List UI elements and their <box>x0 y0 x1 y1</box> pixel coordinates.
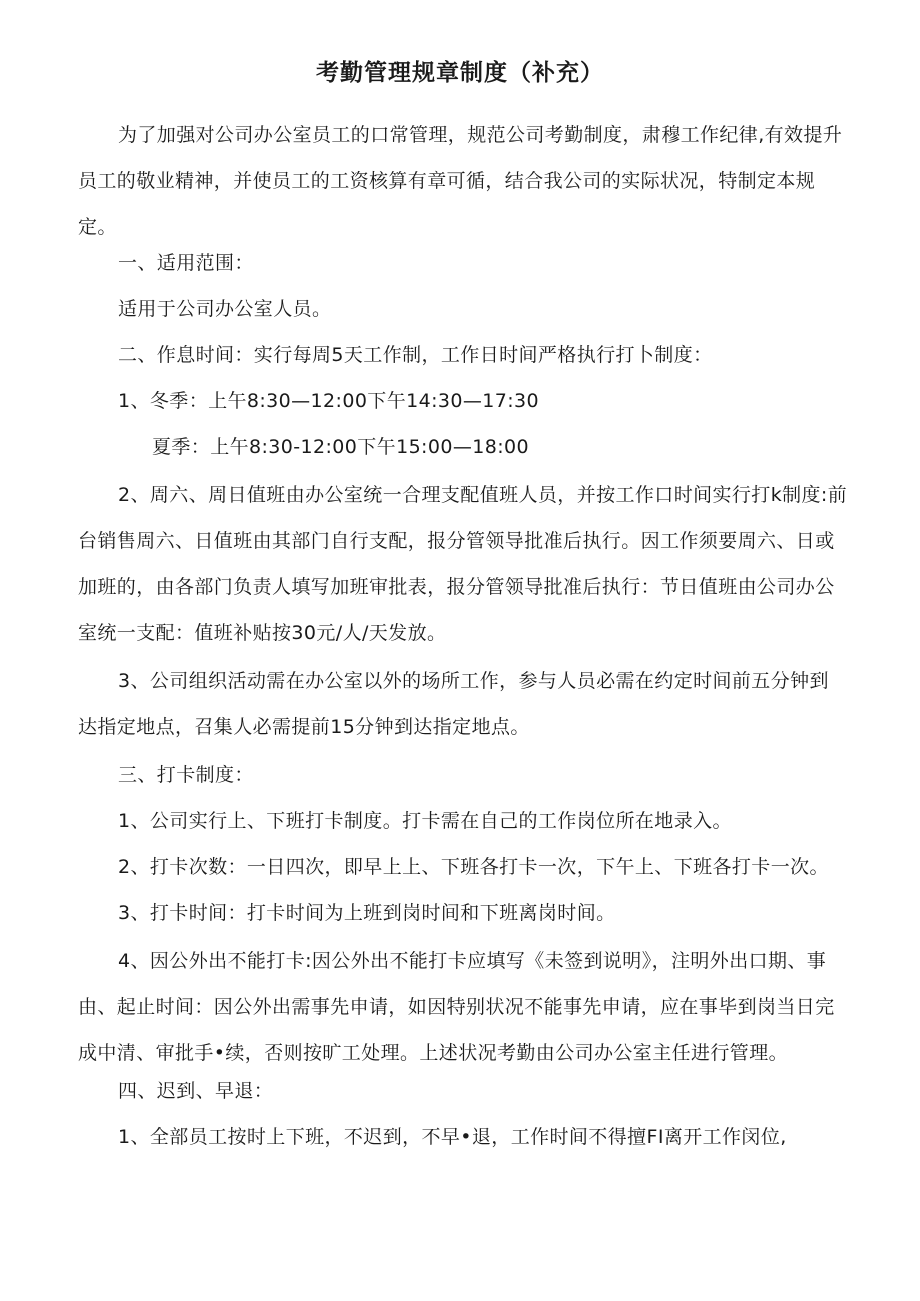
winter-schedule: 1、冬季：上午8:30—12:00下午14:30—17:30 <box>118 390 540 412</box>
section-heading-late-early: 四、迟到、早退： <box>118 1080 274 1102</box>
offsite-activity-paragraph: 3、公司组织活动需在办公室以外的场所工作，参与人员必需在约定时间前五分钟到达指定地点，召集人必需提前15分钟到达指定地点。 <box>78 670 829 738</box>
section-heading-clock-in: 三、打卡制度： <box>118 764 254 786</box>
clock-in-rule-2: 2、打卡次数：一日四次，即早上上、下班各打卡一次，下午上、下班各打卡一次。 <box>118 856 829 878</box>
section-heading-work-hours: 二、作息时间：实行每周5天工作制，工作日时间严格执行打卜制度： <box>118 344 713 366</box>
document-title: 考勤管理规章制度（补充） <box>316 60 604 86</box>
clock-in-rule-4: 4、因公外出不能打卡:因公外出不能打卡应填写《未签到说明》，注明外出口期、事由、起止时间：因公外出需事先申请，如因特别状况不能事先申请，应在事毕到岗当日完成中清、审批手•续，否则按旷工处理。上述状况考勤由公司办公室主任进行管理。 <box>78 950 835 1064</box>
clock-in-rule-1: 1、公司实行上、下班打卡制度。打卡需在自己的工作岗位所在地录入。 <box>118 810 732 832</box>
section-heading-scope: 一、适用范围： <box>118 252 254 274</box>
scope-body: 适用于公司办公室人员。 <box>118 298 332 320</box>
intro-paragraph: 为了加强对公司办公室员工的口常管理，规范公司考勤制度，肃穆工作纪律,有效提升员工的敬业精神，并使员工的工资核算有章可循，结合我公司的实际状况，特制定本规定。 <box>78 124 843 238</box>
late-early-rule-1: 1、全部员工按时上下班，不迟到，不早•退，工作时间不得擅FI离开工作闵位, <box>118 1126 787 1148</box>
clock-in-rule-3: 3、打卡时间：打卡时间为上班到岗时间和下班离岗时间。 <box>118 902 616 924</box>
weekend-duty-paragraph: 2、周六、周日值班由办公室统一合理支配值班人员，并按工作口时间实行打k制度:前台销售周六、日值班由其部门自行支配，报分管领导批准后执行。因工作须要周六、日或加班的，由各部门负责人填写加班审批表，报分管领导批准后执行：节日值班由公司办公室统一支配：值班补贴按30元/人/天发放。 <box>78 484 848 644</box>
summer-schedule: 夏季：上午8:30-12:00下午15:00—18:00 <box>152 436 529 458</box>
